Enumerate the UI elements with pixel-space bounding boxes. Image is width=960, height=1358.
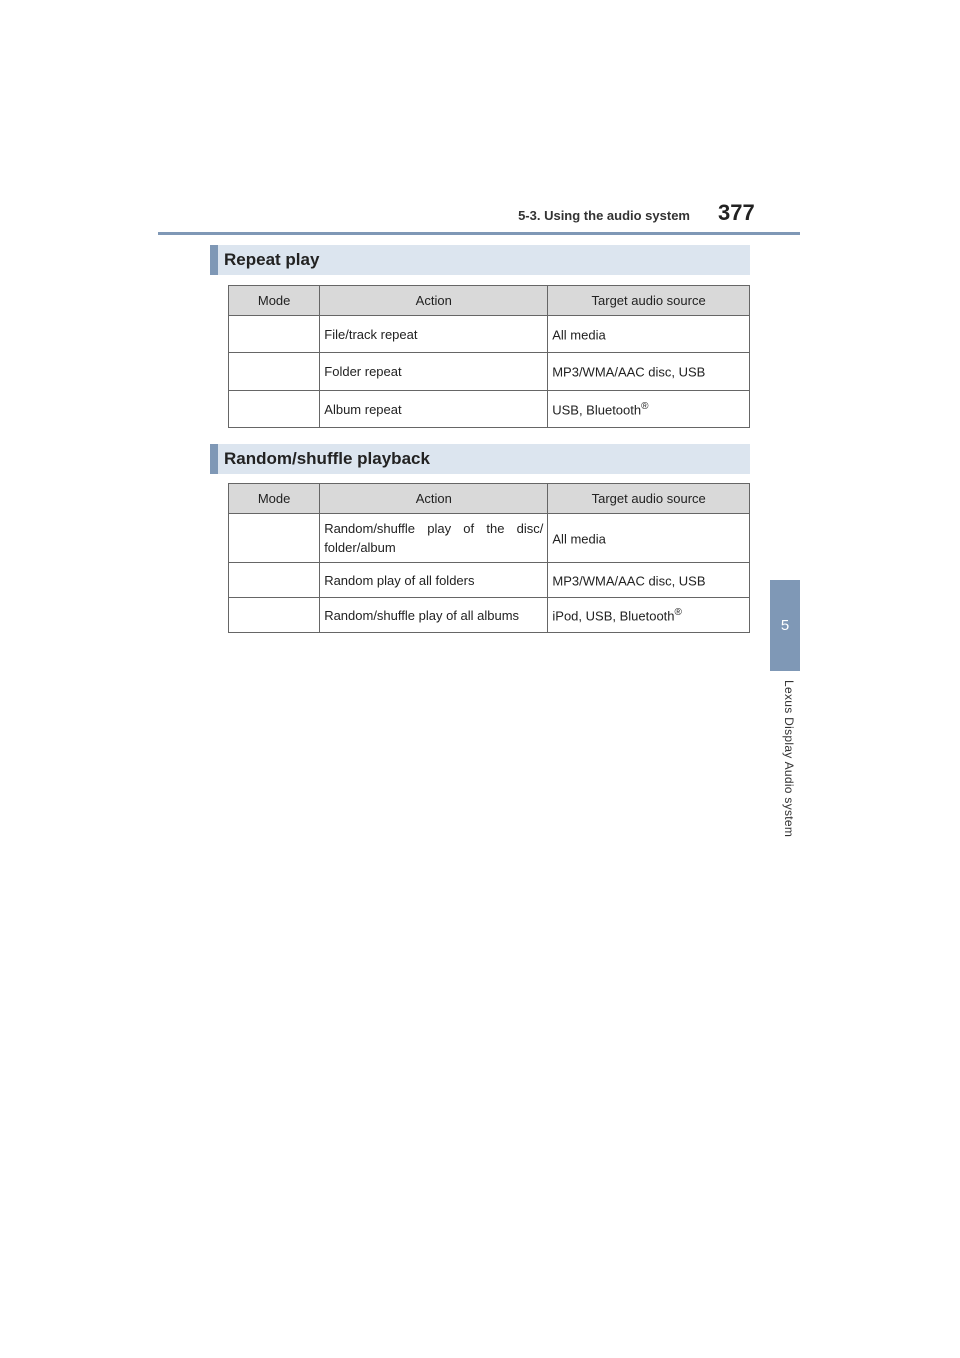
table-row	[229, 316, 750, 353]
table-row	[229, 598, 750, 633]
chapter-title: Lexus Display Audio system	[782, 680, 796, 838]
action-cell: Random play of all folders	[320, 563, 548, 598]
table-header-row	[229, 286, 750, 316]
action-cell: Album repeat	[320, 391, 548, 428]
registered-mark: ®	[674, 606, 682, 618]
column-header-target: Target audio source	[548, 286, 750, 316]
column-header-action: Action	[320, 484, 548, 514]
column-header-mode: Mode	[229, 286, 320, 316]
action-cell: Random/shuffle play of all albums	[320, 598, 548, 633]
table-header-row	[229, 484, 750, 514]
mode-icon-cell	[229, 316, 320, 353]
chapter-tab[interactable]	[770, 580, 800, 671]
target-cell: MP3/WMA/AAC disc, USB	[548, 563, 750, 598]
header-divider	[158, 232, 800, 235]
mode-icon-cell	[229, 598, 320, 633]
table-row	[229, 563, 750, 598]
section-heading-text: Random/shuffle playback	[224, 449, 430, 468]
table-row	[229, 514, 750, 563]
action-cell: File/track repeat	[320, 316, 548, 353]
mode-icon-cell	[229, 514, 320, 563]
target-cell: All media	[548, 514, 750, 563]
column-header-mode: Mode	[229, 484, 320, 514]
repeat-play-table	[228, 285, 750, 428]
chapter-number: 5	[780, 617, 790, 634]
target-cell: MP3/WMA/AAC disc, USB	[548, 353, 750, 391]
target-cell: iPod, USB, Bluetooth®	[548, 598, 750, 633]
action-cell: Random/shuffle play of the disc/ folder/album	[320, 514, 548, 563]
section-heading-repeat-play	[210, 245, 750, 275]
random-playback-table	[228, 483, 750, 633]
mode-icon-cell	[229, 391, 320, 428]
action-cell: Folder repeat	[320, 353, 548, 391]
column-header-target: Target audio source	[548, 484, 750, 514]
registered-mark: ®	[641, 400, 649, 412]
page-number: 377	[718, 200, 755, 225]
mode-icon-cell	[229, 563, 320, 598]
target-cell: All media	[548, 316, 750, 353]
column-header-action: Action	[320, 286, 548, 316]
target-cell: USB, Bluetooth®	[548, 391, 750, 428]
mode-icon-cell	[229, 353, 320, 391]
running-header-title: 5-3. Using the audio system	[518, 208, 690, 223]
section-heading-random-playback	[210, 444, 750, 474]
table-row	[229, 353, 750, 391]
table-row	[229, 391, 750, 428]
section-heading-text: Repeat play	[224, 250, 320, 269]
